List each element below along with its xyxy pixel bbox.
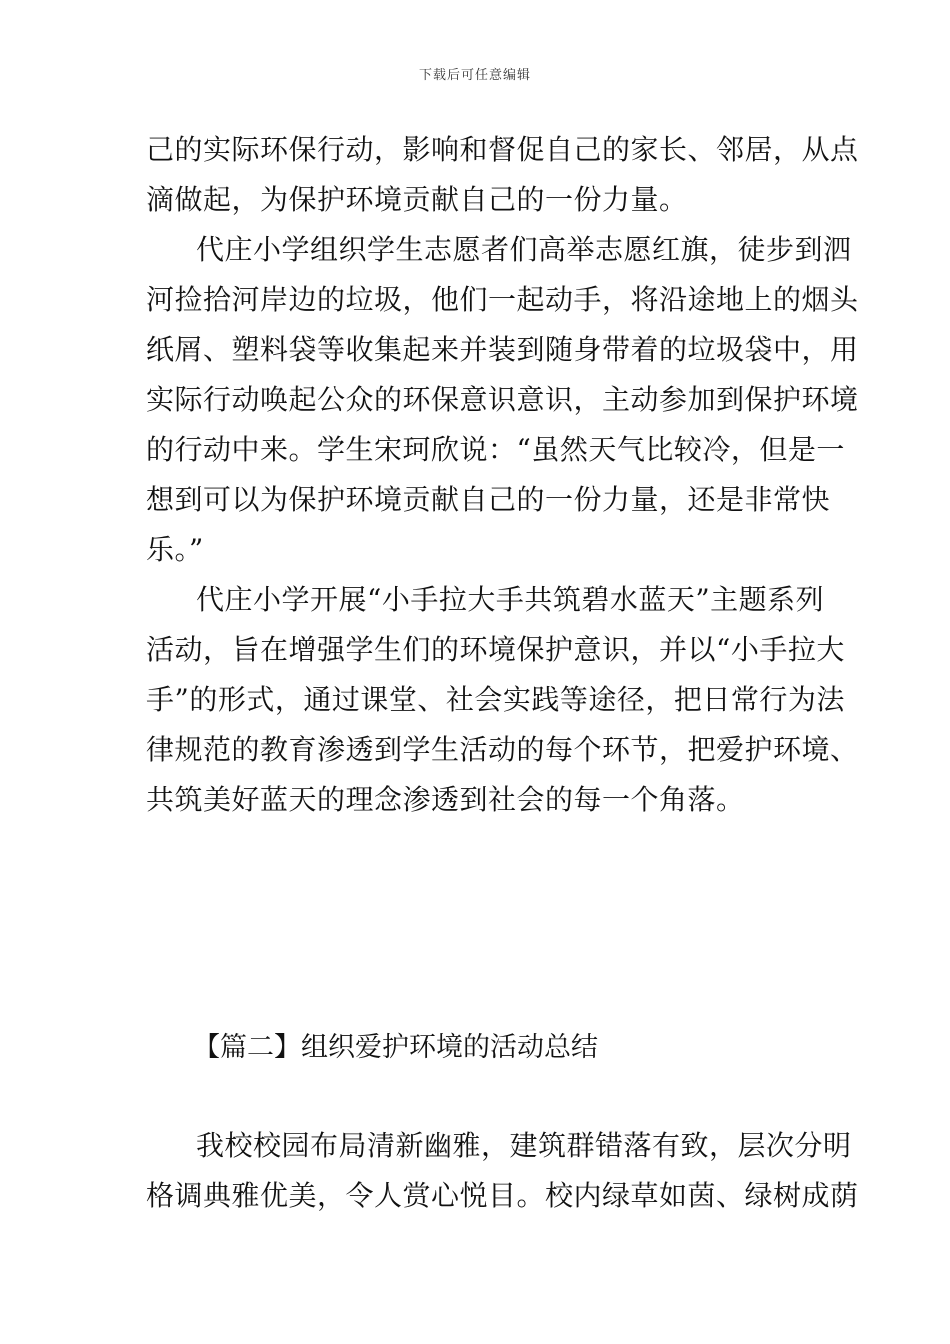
paragraph-line: 我校校园布局清新幽雅，建筑群错落有致，层次分明 [196, 1129, 852, 1162]
paragraph-line: 格调典雅优美，令人赏心悦目。校内绿草如茵、绿树成荫 [146, 1179, 859, 1212]
paragraph-line: 河捡拾河岸边的垃圾，他们一起动手，将沿途地上的烟头 [146, 283, 859, 316]
paragraph-line: 手”的形式，通过课堂、社会实践等途径，把日常行为法 [146, 683, 845, 716]
paragraph-line: 活动，旨在增强学生们的环境保护意识，并以“小手拉大 [146, 633, 845, 666]
page-header: 下载后可任意编辑 [418, 68, 531, 83]
paragraph-line: 代庄小学组织学生志愿者们高举志愿红旗，徒步到泗 [196, 233, 852, 266]
paragraph-line: 代庄小学开展“小手拉大手共筑碧水蓝天”主题系列 [196, 583, 825, 616]
paragraph-line: 的行动中来。学生宋珂欣说：“虽然天气比较冷，但是一 [146, 433, 845, 466]
section-heading: 【篇二】组织爱护环境的活动总结 [193, 1032, 598, 1063]
paragraph-line: 想到可以为保护环境贡献自己的一份力量，还是非常快 [146, 483, 831, 516]
paragraph-line: 己的实际环保行动，影响和督促自己的家长、邻居，从点 [146, 133, 859, 166]
paragraph-line: 乐。” [146, 533, 204, 566]
paragraph-line: 实际行动唤起公众的环保意识意识，主动参加到保护环境 [146, 383, 859, 416]
paragraph-line: 共筑美好蓝天的理念渗透到社会的每一个角落。 [146, 783, 745, 816]
paragraph-line: 律规范的教育渗透到学生活动的每个环节，把爱护环境、 [146, 733, 859, 766]
paragraph-line: 纸屑、塑料袋等收集起来并装到随身带着的垃圾袋中，用 [146, 333, 859, 366]
paragraph-line: 滴做起，为保护环境贡献自己的一份力量。 [146, 183, 688, 216]
